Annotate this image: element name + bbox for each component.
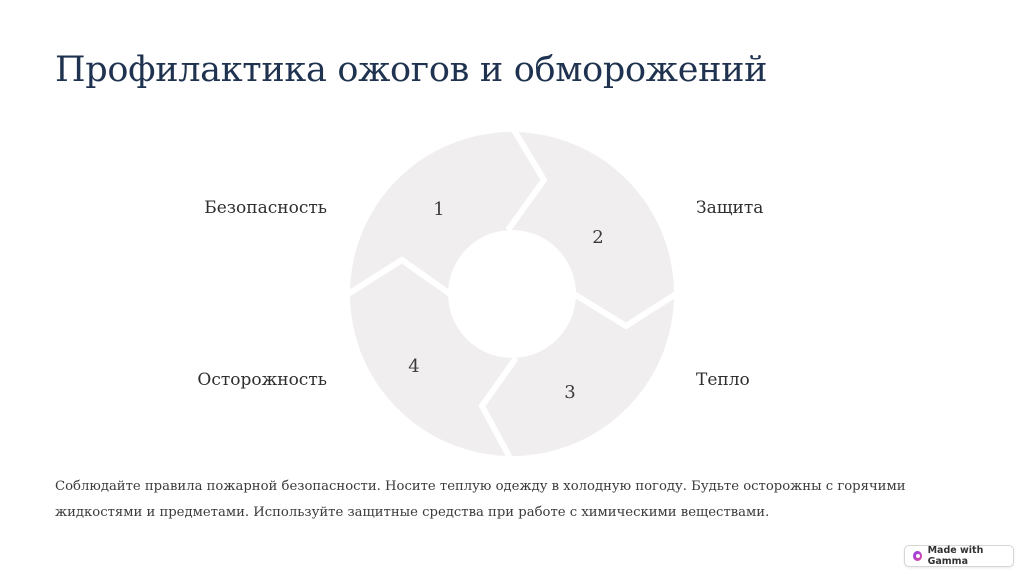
cycle-label-caution: Осторожность [197,370,327,390]
made-with-gamma-badge[interactable] [904,545,1014,567]
cycle-ring [346,128,678,460]
page-title: Профилактика ожогов и обморожений [55,50,768,90]
segment-number-3: 3 [564,382,576,403]
cycle-label-protection: Защита [696,198,764,218]
description-text: Соблюдайте правила пожарной безопасности. Носите теплую одежду в холодную погоду. Будьте осторожны с горячими жидкостями и предметами. Используйте защитные средства при работе с химическими веществами. [55,479,906,520]
cycle-diagram [346,128,678,460]
badge-label: Made with Gamma [927,545,984,567]
cycle-label-safety: Безопасность [204,198,327,218]
segment-number-1: 1 [433,199,445,220]
gamma-logo-icon [913,551,922,561]
segment-number-4: 4 [408,356,420,377]
cycle-label-warmth: Тепло [696,370,750,390]
segment-number-2: 2 [592,227,604,248]
cycle-center-hole [448,230,576,358]
